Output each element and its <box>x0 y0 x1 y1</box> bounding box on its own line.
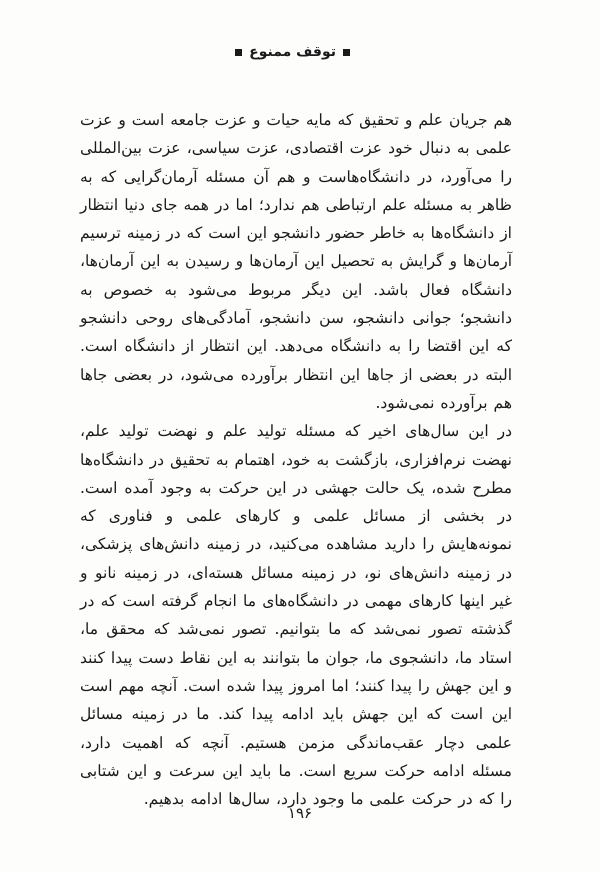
header-bullet-icon <box>343 49 350 56</box>
paragraph: در این سال‌های اخیر که مسئله تولید علم و نهضت تولید علم، نهضت نرم‌افزاری، بازگشت به خود، اهتمام به تحقیق در دانشگاه‌ها مطرح شده، یک حالت جهشی در این حرکت به وجود آمده است. در بخشی از مسائل علمی و کارهای علمی و فناوری که نمونه‌هایش را دارید مشاهده می‌کنید، در زمینه دانش‌های پزشکی، در زمینه دانش‌های نو، در زمینه مسائل هسته‌ای، در زمینه نانو و غیر اینها کارهای مهمی در دانشگاه‌های ما انجام گرفته است که در گذشته تصور نمی‌شد که ما بتوانیم. تصور نمی‌شد که محقق ما، استاد ما، دانشجوی ما، جوان ما بتوانند به این نقاط دست پیدا کنند و این جهش را پیدا کنند؛ اما امروز پیدا شده است. آنچه مهم است این است که این جهش باید ادامه پیدا کند. ما در زمینه مسائل علمی دچار عقب‌ماندگی مزمن هستیم. آنچه که اهمیت دارد، مسئله ادامه حرکت سریع است. ما باید این سرعت و این شتابی را که در حرکت علمی ما وجود دارد، سال‌ها ادامه بدهیم. <box>80 422 512 809</box>
paragraph: هم جریان علم و تحقیق که مایه حیات و عزت جامعه است و عزت علمی به دنبال خود عزت اقتصادی، عزت سیاسی، عزت بین‌المللی را می‌آورد، در دانشگاه‌هاست و هم آن مسئله آرمان‌گرایی که به ظاهر به مسئله علم ارتباطی هم ندارد؛ اما در همه جای دنیا انتظار از دانشگاه‌ها به خاطر حضور دانشجو این است که در زمینه ترسیم آرمان‌ها و گرایش به تحصیل این آرمان‌ها و رسیدن به این آرمان‌ها، دانشگاه فعال باشد. این دیگر مربوط می‌شود به خصوص به دانشجو؛ جوانی دانشجو، سن دانشجو، آمادگی‌های روحی دانشجو که این اقتضا را به دانشگاه می‌دهد. این انتظار از دانشگاه است. البته در بعضی از جاها این انتظار برآورده می‌شود، در بعضی جاها هم برآورده نمی‌شود. <box>80 111 512 412</box>
running-header-title: توقف ممنوع <box>249 44 336 60</box>
body-text <box>80 106 512 813</box>
header-bullet-icon <box>235 49 242 56</box>
page-number: ۱۹۶ <box>287 804 313 822</box>
running-header <box>235 44 350 60</box>
